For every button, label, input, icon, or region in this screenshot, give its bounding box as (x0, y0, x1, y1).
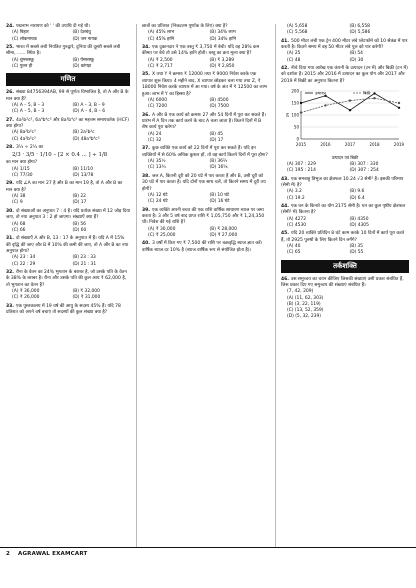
data-point (300, 102, 302, 104)
question-42: 42. नीचे दिया गया आरेख एक कंपनी के उत्पादन (टन में) और बिक्री (टन में) को दर्शाता है। 2015 और 2016 में उत्पादन का कुल योग और 2017 और 2019 में बिक्री का अनुपात कितना है? 0 50 100 150 200 टन 2015 2016 2017 2018 2019 उत्पादन बिक्री उत्पादन एवं बिक्री (A) 307 : 229 (B) 307 : 330 (C) 195 : 214 (D) 307 : 254 (281, 66, 408, 174)
question-36: 36. A और B एक कार्य को क्रमशः 27 और 54 दिनों में पूरा कर सकते हैं। प्रारंभ में A दिन तक कार्य करने के बाद A चला जाता है। कितने दिनों में B शेष कार्य पूरा करेगा? (A) 24 (B) 45 (C) 32 (D) 17 (142, 112, 266, 144)
question-34: 34. एक दुकानदार ने एक वस्तु ₹ 3,750 में बेची। यदि वह 28% कम कीमत पर बेचे तो उसे 14% हानि होती। वस्तु का क्रय मूल्य क्या है? (A) ₹ 2,500 (B) ₹ 3,289 (C) ₹ 2,717 (D) ₹ 2,850 (142, 45, 260, 70)
y-tick-label: 50 (293, 124, 299, 130)
series-line (301, 94, 399, 111)
legend-label: उत्पादन (315, 90, 326, 96)
brand-name: AGRAWAL EXAMCART (18, 551, 88, 557)
question-33-continued: छात्रों का प्रतिशत (निकटतम पूर्णांक के लिए) क्या है? (A) 45% लाभ (B) 34% लाभ (C) 45% हानि (D) 34% हानि (142, 24, 236, 42)
y-tick-label: 0 (296, 136, 299, 142)
question-33: 33. एक पुस्तकालय में 19 वर्ष की आयु के सदस्य 45% हैं। यदि 78 प्रतिशत को अपने वर्ष बचाएं तो सदस्यों की कुल संख्या क्या है? (6, 303, 121, 316)
y-tick-label: 200 (291, 88, 299, 94)
data-point (300, 112, 302, 114)
y-tick-label: 100 (291, 112, 299, 118)
question-28: 28. 3⅓ ÷ 2⅓ का 2/3 · 3/5 · 1/10 – [2 × 0.4 ... ] ÷ 1/8 का मान क्या होगा? (A) 1/15 (B) 11/10 (C) 77/30 (D) 13/78 (6, 145, 130, 179)
question-44: 44. एक घन के किनारे का योग 2175 सेमी है। घन का कुल पृष्ठीय क्षेत्रफल (सेमी² में) कितना है? (A) 4272 (B) 4350 (C) 4530 (D) 4305 (281, 204, 406, 229)
question-45: 45. यदि 20 व्यक्ति प्रतिदिन 8 घंटे काम करके 10 दिनों में कार्य पूरा करते हैं, तो 2925 पुरुषों के लिए कितने दिन लगेंगे? (A) 40 (B) 35 (C) 65 (D) 55 (281, 231, 405, 256)
x-tick-label: 2017 (344, 142, 356, 148)
question-24: 24. पद्मनाभ नारायण को ' ' की उपाधि दी गई थी। (A) बिहार (B) देशबंधु (C) लोकनायक (D) जन नायक (6, 24, 98, 42)
x-tick-label: 2016 (320, 142, 331, 148)
data-point (324, 104, 326, 106)
page-footer (0, 547, 416, 560)
question-46: 46. उस समुच्चय का चयन कीजिए जिसकी संख्याएं उसी प्रकार संबंधित हैं, जिस प्रकार दिए गए समुच्चय की संख्याएं संबंधित हैं। (7, 42, 209) (A) (11, 62, 303) (B) (3, 22, 119) (C) (13, 52, 359) (D) (5, 32, 239) (281, 276, 404, 320)
data-point (398, 102, 400, 104)
question-30: 30. दो संख्याओं का अनुपात 7 : 4 है। यदि प्रत्येक संख्या में 12 जोड़ दिया जाए, तो नया अनुपात 3 : 2 हो जाएगा। संख्याएँ क्या हैं? (A) 68 (B) 56 (C) 66 (D) 60 (6, 208, 130, 233)
question-27: 27. 4a²b²c², 6a⁴b⁴c³ और 8a³b⁴c² का महत्तम समापवर्तक (HCF) क्या होगा? (A) 8a²b²c³ (B) 2a²b²c (C) 4a²b²c² (D) 48a⁴b⁴c³ (6, 117, 130, 142)
question-32: 32. रीना के वेतन का 24% भुगतान के बराबर है, जो उसके पति के वेतन के 38% के बराबर है। रीना और उसके पति की कुल आय ₹ 62,000 है, तो भुगतान का वेतन है? (A) ₹ 36,000 (B) ₹ 32,000 (C) ₹ 26,000 (D) ₹ 31,000 (6, 270, 127, 301)
production-sales-line-chart (285, 87, 403, 149)
column-divider (275, 24, 276, 548)
x-tick-label: 2019 (393, 142, 405, 148)
column-divider (136, 24, 137, 548)
x-tick-label: 2018 (369, 142, 380, 148)
question-38: 38. जल A, कितनी दूरी को 20 घंटे में पार करता है और B, उसी दूरी को 30 घंटे में पार करता है। यदि दोनों एक साथ चलें, तो कितने समय में दूरी तय होगी? (A) 12 घंटे (B) 10 घंटे (C) 24 घंटे (D) 16 घंटे (142, 173, 266, 205)
math-expression: 2/3 · 3/5 · 1/10 – [2 × 0.4 ... ] ÷ 1/8 (12, 152, 108, 159)
question-37: 37. कुछ व्यक्ति एक कार्य को 22 दिनों में पूरा कर सकते हैं। यदि इन व्यक्तियों में से 60% अधिक कुशल हों, तो वह कार्य कितने दिनों में पूरा होगा? (A) 35½ (B) 36⅔ (C) 13¾ (D) 16⅝ (142, 146, 268, 171)
question-39: 39. एक व्यक्ति अपनी बचत की एक राशि वार्षिक साधारण ब्याज पर जमा करता है। 3 और 5 वर्ष बाद प्राप्त राशि ₹ 1,05,750 और ₹ 1,24,350 थी। निवेश की गई राशि है? (A) ₹ 30,000 (B) ₹ 28,000 (C) ₹ 25,000 (D) ₹ 27,000 (142, 207, 265, 239)
question-29: 29. यदि ∠A का मान 27 है और B का मान 19 है, तो A और B का मान क्या है? (A) 38 (B) 22 (C) 9 (D) 17 (6, 181, 123, 206)
question-31: 31. दो संख्याएँ A और B, 13 : 17 के अनुपात में हैं। यदि A में 15% की वृद्धि की जाए और B में 10% की कमी की जाए, तो A और B का नया अनुपात होगा? (A) 23 : 34 (B) 23 : 33 (C) 22 : 29 (D) 21 : 31 (6, 236, 129, 267)
question-26: 26. संख्या 84756394AB, 99 से पूर्णतः विभाजित है, तो A और B के मान क्या हैं? (A) A – 5, B – 3 (B) A – 3, B – 9 (C) A – 5, B – 3 (D) A – 4, B – 6 (6, 90, 129, 115)
y-tick-label: 150 (291, 100, 299, 106)
data-point (349, 100, 351, 102)
data-point (373, 92, 375, 94)
y-axis-label: टन (285, 113, 290, 118)
question-43: 43. एक समबाहु त्रिभुज का क्षेत्रफल 10.24 √3 सेमी² है। इसकी परिमाप (सेमी में) है? (A) 3.2 (B) 9.6 (C) 19.2 (D) 6.4 (281, 176, 404, 201)
column-3 (281, 24, 409, 548)
chart-caption: उत्पादन एवं बिक्री (331, 154, 359, 160)
data-point (373, 97, 375, 99)
section-heading-reasoning: तर्कशक्ति (281, 260, 409, 273)
data-point (349, 109, 351, 111)
x-tick-label: 2015 (295, 142, 307, 148)
question-41: 41. 500 मीटर लंबी एक ट्रेन 400 मीटर लंबे प्लेटफॉर्म को 10 सेकंड में पार करती है। कितने समय में वह 50 मीटर लंबे पुल को पार करेगी? (A) 25 (B) 54 (C) 48 (D) 30 (281, 38, 408, 63)
column-1 (6, 24, 130, 548)
legend-label: बिक्री (363, 90, 371, 96)
page-number: 2 (6, 551, 10, 557)
column-2 (142, 24, 268, 548)
question-25: 25. भारत में सबसे लंबी नियंत्रित गुरुद्वारे, दुनिया की दूसरी सबसे लंबी सीमा, ...... स्थित है। (A) चुंग्सरस्कू (B) पेंग्सरस्कू (C) पुल्ल ही (D) कांगड़ा (6, 45, 121, 70)
question-35: 35. X तथा Y ने क्रमशः ₹ 12000 तथा ₹ 9000 निवेश करके एक व्यापार शुरू किया। 4 महीने बाद, X व्यापार छोड़कर चला गया तथा Z, ₹ 18000 निवेश करके व्यापार में आ गया। वर्ष के अंत में ₹ 12500 का लाभ हुआ। लाभ में Y का हिस्सा है? (A) 6000 (B) 4500 (C) 7200 (D) 7500 (142, 72, 267, 110)
section-heading-math: गणित (6, 73, 130, 86)
question-40: 40. 3 वर्षों में किए गए ₹ 7,500 की राशि पर चक्रवृद्धि ब्याज ज्ञात करें। वार्षिक ब्याज दर 10% है (ब्याज वार्षिक रूप से संयोजित होता है)। (142, 241, 263, 253)
question-40-options: (A) 5,658 (B) 6,558 (C) 5,568 (D) 5,586 (287, 24, 371, 36)
data-point (398, 107, 400, 109)
